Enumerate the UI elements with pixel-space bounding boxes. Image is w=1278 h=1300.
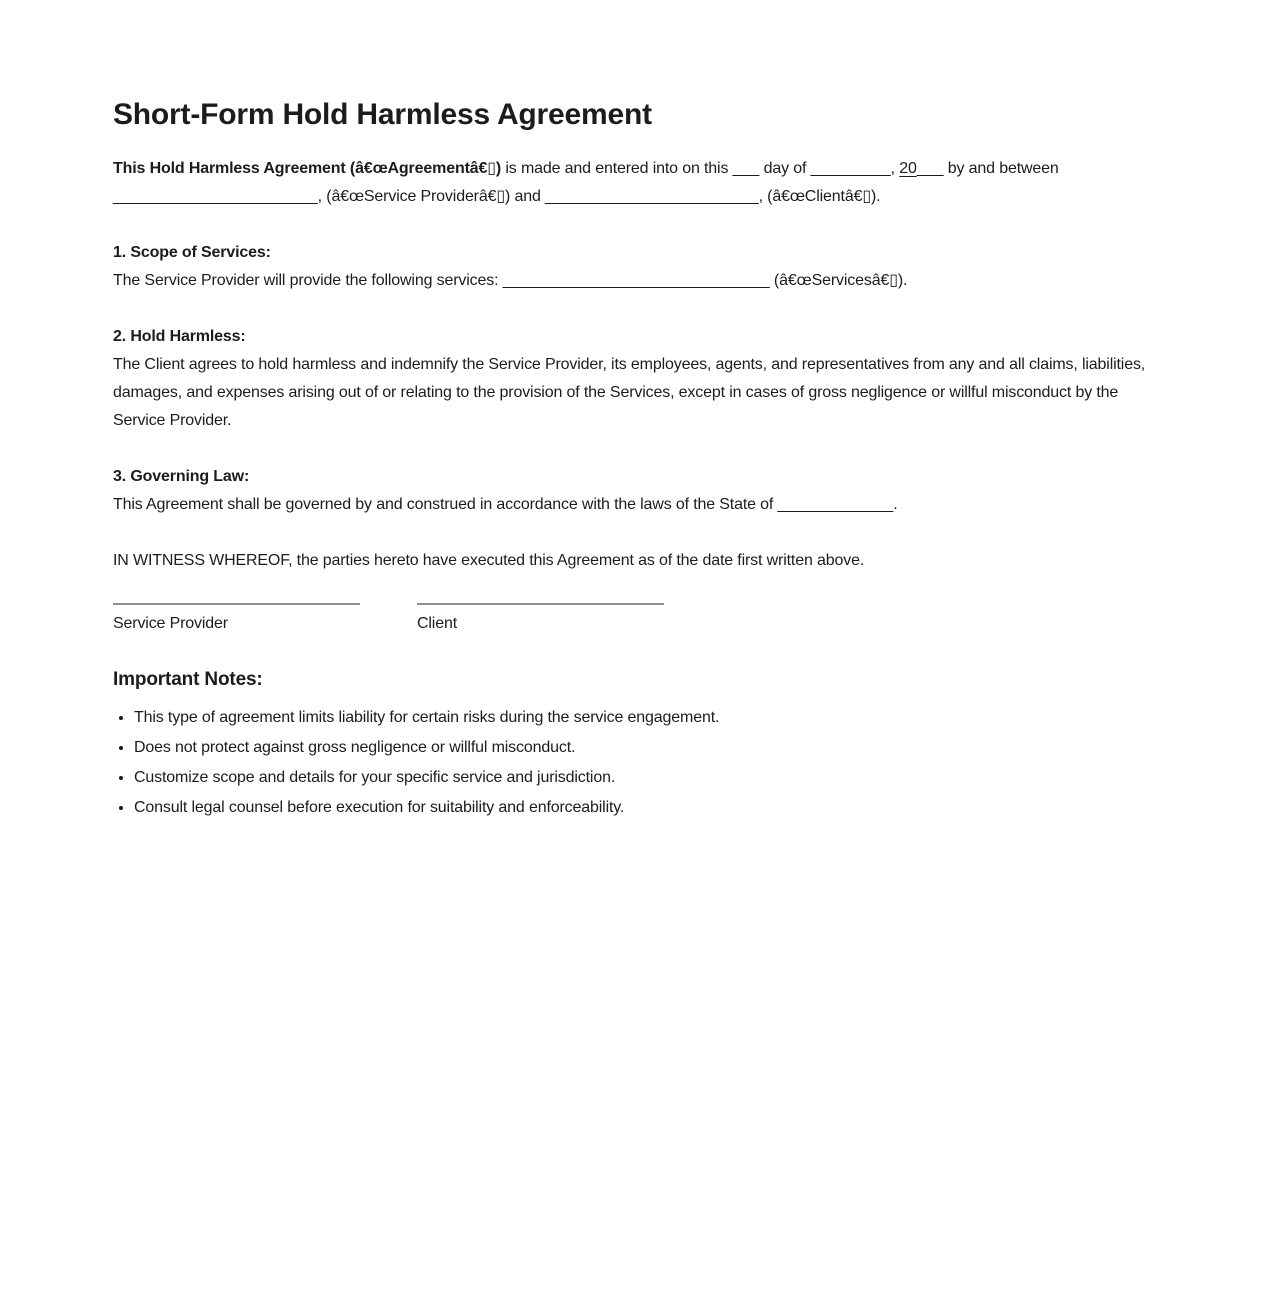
scope-body-prefix: The Service Provider will provide the following services:	[113, 272, 503, 289]
note-item-4: • Consult legal counsel before execution for suitability and enforceability.	[134, 794, 1148, 822]
intro-service-provider-label: , (â€œService Providerâ€▯) and	[317, 188, 546, 205]
governing-law-body-prefix: This Agreement shall be governed by and construed in accordance with the laws of the State of	[113, 496, 778, 513]
witness-clause: IN WITNESS WHEREOF, the parties hereto have executed this Agreement as of the date first written above.	[113, 552, 865, 569]
signature-label-service-provider: Service Provider	[113, 615, 228, 632]
note-item-3: • Customize scope and details for your specific service and jurisdiction.	[134, 764, 1148, 792]
year-prefix: 20	[899, 160, 917, 177]
intro-bold-lead: This Hold Harmless Agreement (â€œAgreementâ€▯)	[113, 160, 502, 177]
intro-paragraph	[113, 155, 1148, 211]
signature-block	[113, 603, 1148, 638]
hold-harmless-body: The Client agrees to hold harmless and indemnify the Service Provider, its employees, agents, and representatives from any and all claims, liabilities, damages, and expenses arising out of or relating to the provision of the Services, except in cases of gross negligence or willful misconduct by the Service Provider.	[113, 356, 1146, 429]
intro-comma: ,	[890, 160, 900, 177]
intro-text-2: day of	[759, 160, 811, 177]
blank-day: ___	[732, 160, 760, 177]
signature-line-client	[417, 603, 664, 638]
blank-state: _____________	[777, 496, 894, 513]
governing-law-body-suffix: .	[893, 496, 898, 513]
scope-body-suffix: (â€œServicesâ€▯).	[769, 272, 908, 289]
notes-list	[113, 704, 1148, 822]
signature-label-client: Client	[417, 615, 458, 632]
intro-text-1: is made and entered into on this	[501, 160, 733, 177]
section-scope-of-services	[113, 239, 1148, 295]
section-heading-governing-law: 3. Governing Law:	[113, 468, 250, 485]
section-heading-scope: 1. Scope of Services:	[113, 244, 271, 261]
signature-line-service-provider	[113, 603, 360, 638]
blank-service-provider-name: _______________________	[113, 188, 318, 205]
blank-client-name: ________________________	[545, 188, 759, 205]
section-hold-harmless	[113, 323, 1148, 435]
blank-services: ______________________________	[502, 272, 770, 289]
section-heading-hold-harmless: 2. Hold Harmless:	[113, 328, 246, 345]
blank-month: _________	[810, 160, 891, 177]
page-title: Short-Form Hold Harmless Agreement	[113, 98, 652, 131]
document-content	[113, 97, 1148, 822]
notes-heading: Important Notes:	[113, 669, 263, 690]
blank-year: ___	[916, 160, 944, 177]
section-governing-law	[113, 463, 1148, 519]
note-item-1: • This type of agreement limits liability for certain risks during the service engagement.	[134, 704, 1148, 732]
intro-client-label: , (â€œClientâ€▯).	[758, 188, 881, 205]
note-item-2: • Does not protect against gross negligence or willful misconduct.	[134, 734, 1148, 762]
intro-text-3: by and between	[943, 160, 1059, 177]
